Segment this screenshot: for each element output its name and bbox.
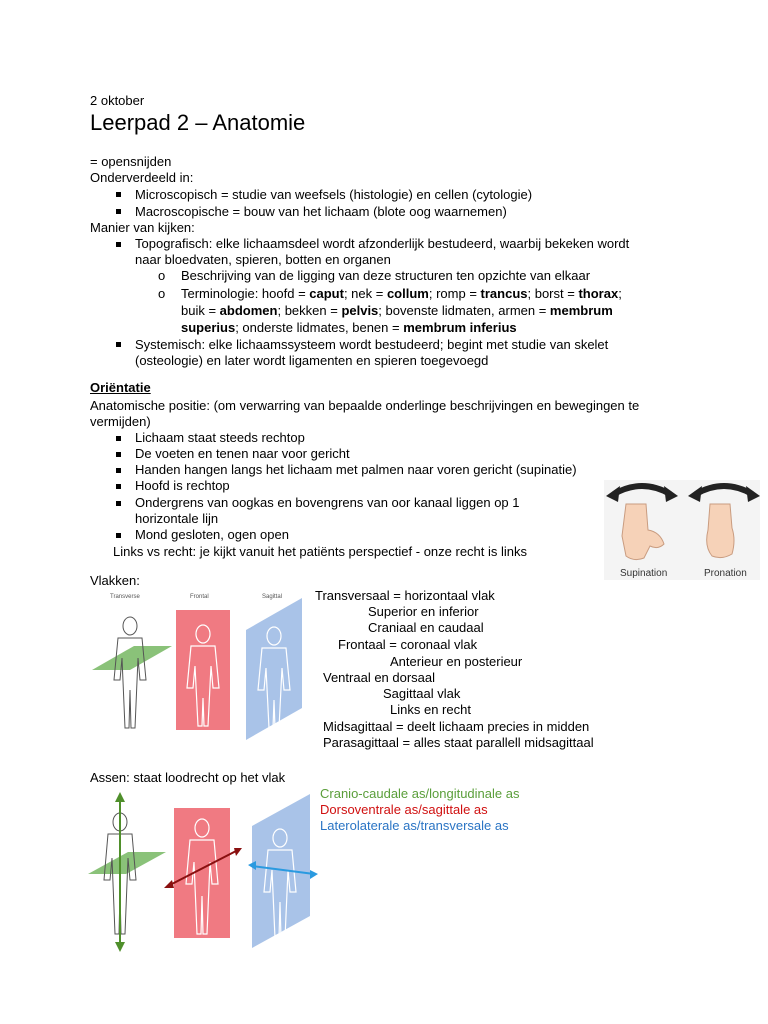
bullet-icon [116, 192, 121, 197]
circle-bullet: o [158, 268, 166, 283]
list-item-cont: naar bloedvaten, spieren, botten en organen [135, 252, 391, 267]
plane-text: Ventraal en dorsaal [323, 670, 436, 685]
bullet-icon [116, 242, 121, 247]
bullet-icon [116, 209, 121, 214]
section-heading: Oriëntatie [90, 380, 151, 395]
planes-heading: Vlakken: [90, 573, 140, 588]
page-title: Leerpad 2 – Anatomie [90, 110, 306, 135]
axis-longitudinal: Cranio-caudale as/longitudinale as [320, 786, 520, 801]
plane-text: Craniaal en caudaal [368, 620, 484, 635]
bullet-icon [116, 452, 121, 457]
axes-image [86, 788, 318, 954]
list-item: Beschrijving van de ligging van deze structuren ten opzichte van elkaar [181, 268, 591, 283]
paragraph: Links vs recht: je kijkt vanuit het patiënts perspectief - onze recht is links [113, 544, 528, 559]
list-item: Lichaam staat steeds rechtop [135, 430, 305, 445]
paragraph-cont: vermijden) [90, 414, 151, 429]
terminology-line2: buik = abdomen; bekken = pelvis; bovenste lidmaten, armen = membrum [181, 303, 613, 318]
axis-sagittal: Dorsoventrale as/sagittale as [320, 802, 488, 817]
plane-text: Midsagittaal = deelt lichaam precies in midden [323, 719, 590, 734]
axes-heading: Assen: staat loodrecht op het vlak [90, 770, 286, 785]
planes-image [88, 590, 310, 740]
supination-label: Supination [620, 568, 668, 579]
plane-text: Sagittaal vlak [383, 686, 461, 701]
bullet-icon [116, 533, 121, 538]
subdivided-heading: Onderverdeeld in: [90, 170, 194, 185]
list-item: Handen hangen langs het lichaam met palmen naar voren gericht (supinatie) [135, 462, 577, 477]
view-heading: Manier van kijken: [90, 220, 195, 235]
bullet-icon [116, 484, 121, 489]
list-item: Microscopisch = studie van weefsels (histologie) en cellen (cytologie) [135, 187, 533, 202]
circle-bullet: o [158, 286, 166, 301]
bullet-icon [116, 436, 121, 441]
bullet-icon [116, 468, 121, 473]
plane-text: Superior en inferior [368, 604, 479, 619]
list-item: Hoofd is rechtop [135, 478, 230, 493]
frontal-label: Frontal [190, 594, 209, 600]
list-item: Ondergrens van oogkas en bovengrens van oor kanaal liggen op 1 [135, 495, 520, 510]
list-item: Topografisch: elke lichaamsdeel wordt afzonderlijk bestudeerd, waarbij bekeken wordt [135, 236, 630, 251]
terminology-line3: superius; onderste lidmates, benen = membrum inferius [181, 320, 517, 335]
list-item-cont: horizontale lijn [135, 511, 219, 526]
sagittal-label: Sagittal [262, 594, 283, 600]
list-item: Macroscopische = bouw van het lichaam (blote oog waarnemen) [135, 204, 507, 219]
paragraph: Anatomische positie: (om verwarring van bepaalde onderlinge beschrijvingen en bewegingen te [90, 398, 640, 413]
pronation-label: Pronation [704, 568, 747, 579]
plane-text: Frontaal = coronaal vlak [338, 637, 478, 652]
supination-pronation-image [604, 480, 760, 580]
plane-text: Parasagittaal = alles staat parallell midsagittaal [323, 735, 594, 750]
list-item: Mond gesloten, ogen open [135, 527, 289, 542]
plane-text: Transversaal = horizontaal vlak [315, 588, 495, 603]
list-item: De voeten en tenen naar voor gericht [135, 446, 350, 461]
date: 2 oktober [90, 93, 145, 108]
list-item-cont: (osteologie) en later wordt ligamenten en spieren toegevoegd [135, 353, 489, 368]
terminology-line1: Terminologie: hoofd = caput; nek = collum; romp = trancus; borst = thorax; [181, 286, 622, 301]
bullet-icon [116, 342, 121, 347]
bullet-icon [116, 501, 121, 506]
plane-text: Links en recht [390, 702, 471, 717]
transverse-label: Transverse [110, 594, 140, 600]
plane-text: Anterieur en posterieur [390, 654, 523, 669]
axis-transversal: Laterolaterale as/transversale as [320, 818, 509, 833]
intro-text: = opensnijden [90, 154, 172, 169]
list-item: Systemisch: elke lichaamssysteem wordt bestudeerd; begint met studie van skelet [135, 337, 609, 352]
